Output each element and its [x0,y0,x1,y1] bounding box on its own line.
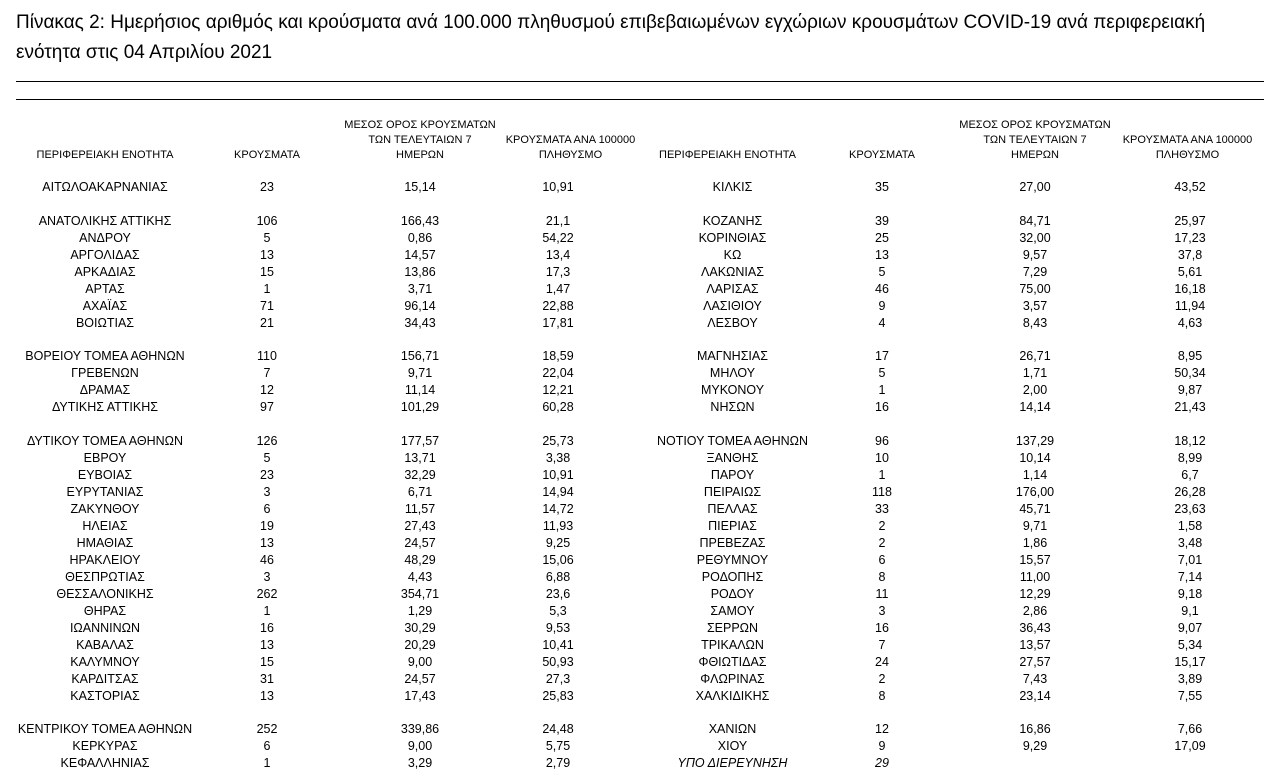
avg7-cell: 16,86 [1019,722,1051,736]
region-cell: ΕΥΡΥΤΑΝΙΑΣ [66,484,144,499]
avg7-cell: 48,29 [404,552,436,567]
table-row [0,298,1280,315]
avg7-cell: 9,71 [1022,518,1048,533]
avg7-cell: 3,29 [407,756,433,770]
region-cell: ΘΗΡΑΣ [83,603,127,618]
avg7-cell: 75,00 [1019,281,1051,296]
header-region-left: ΠΕΡΙΦΕΡΕΙΑΚΗ ΕΝΟΤΗΤΑ [36,149,174,161]
region-cell: ΗΜΑΘΙΑΣ [76,535,134,550]
avg7-cell: 32,00 [1019,230,1051,245]
region-cell: ΚΟΡΙΝΘΙΑΣ [698,230,767,245]
per100k-cell: 4,63 [1177,315,1203,330]
cases-cell: 3 [263,484,271,499]
region-cell: ΜΑΓΝΗΣΙΑΣ [697,349,768,363]
per100k-cell: 16,18 [1174,281,1206,296]
cases-cell: 4 [878,315,886,330]
cases-cell: 262 [256,586,278,601]
cases-cell: 15 [260,264,274,279]
table-row [0,603,1280,620]
region-cell: ΖΑΚΥΝΘΟΥ [70,501,140,516]
per100k-cell: 9,1 [1181,603,1199,618]
avg7-cell: 2,00 [1022,383,1048,397]
avg7-cell: 3,57 [1022,298,1048,313]
per100k-cell: 11,93 [542,518,574,533]
avg7-cell: 354,71 [400,586,440,601]
per100k-cell: 23,63 [1174,501,1206,516]
table-row [0,738,1280,755]
avg7-cell: 11,14 [404,383,436,397]
avg7-cell: 27,43 [404,518,436,533]
avg7-cell: 27,57 [1019,654,1051,669]
per100k-cell: 9,87 [1177,383,1203,397]
per100k-cell: 5,34 [1177,637,1203,652]
cases-cell: 1 [263,603,271,618]
region-cell: ΕΒΡΟΥ [83,450,127,465]
per100k-cell: 10,41 [542,637,574,652]
per100k-cell: 1,58 [1177,518,1203,533]
region-cell: ΔΥΤΙΚΗΣ ΑΤΤΙΚΗΣ [52,400,158,414]
cases-cell: 1 [263,756,271,770]
cases-cell: 71 [260,298,274,313]
cases-cell: 25 [875,230,889,245]
cases-cell: 33 [875,501,889,516]
per100k-cell: 3,48 [1177,535,1203,550]
table-row [0,179,1280,196]
avg7-cell: 27,00 [1019,180,1051,194]
region-cell: ΛΑΣΙΘΙΟΥ [703,298,762,313]
cases-cell: 252 [256,722,278,736]
table-body [0,179,1280,772]
top-rule [16,81,1264,82]
spacer-row [0,332,1280,349]
cases-cell: 96 [875,433,889,448]
per100k-cell: 13,4 [545,247,571,262]
table-row [0,620,1280,637]
region-cell: ΑΡΤΑΣ [85,281,125,296]
table-row [0,399,1280,416]
per100k-cell: 9,07 [1177,620,1203,635]
region-cell: ΡΟΔΟΥ [710,586,755,601]
table-row [0,213,1280,230]
per100k-cell: 1,47 [545,281,571,296]
avg7-cell: 12,29 [1019,586,1051,601]
avg7-cell: 24,57 [404,671,436,686]
cases-cell: 118 [872,484,892,499]
cases-cell: 46 [260,552,274,567]
cases-cell: 31 [260,671,274,686]
per100k-cell: 7,55 [1177,688,1203,703]
per100k-cell: 25,83 [542,688,574,703]
region-cell: ΜΗΛΟΥ [709,366,756,380]
page-title: Πίνακας 2: Ημερήσιος αριθμός και κρούσματα ανά 100.000 πληθυσμού επιβεβαιωμένων εγχώριων κρουσμάτων COVID-19 ανά περιφερειακή ενότητα στις 04 Απριλίου 2021 [16,12,1206,63]
per100k-cell: 9,18 [1177,586,1203,601]
avg7-cell: 6,71 [407,484,433,499]
avg7-cell: 2,86 [1022,603,1048,618]
avg7-cell: 23,14 [1019,688,1051,703]
avg7-cell: 10,14 [1019,450,1051,465]
avg7-cell: 9,29 [1022,739,1048,753]
cases-cell: 15 [260,654,274,669]
header-avg7-left: ΜΕΣΟΣ ΟΡΟΣ ΚΡΟΥΣΜΑΤΩΝ ΤΩΝ ΤΕΛΕΥΤΑΙΩΝ 7 ΗΜΕΡΩΝ [344,119,496,161]
region-cell: ΡΕΘΥΜΝΟΥ [696,552,769,567]
region-cell: ΚΑΛΥΜΝΟΥ [70,654,140,669]
cases-cell: 10 [875,450,889,465]
region-cell: ΓΡΕΒΕΝΩΝ [71,366,139,380]
cases-cell: 11 [875,586,889,601]
table-row [0,281,1280,298]
avg7-cell: 4,43 [407,569,433,584]
cases-cell: 2 [878,671,886,686]
per100k-cell: 12,21 [542,383,574,397]
table-row [0,230,1280,247]
region-cell: ΠΡΕΒΕΖΑΣ [699,535,766,550]
per100k-cell: 17,3 [545,264,571,279]
table-row [0,348,1280,365]
avg7-cell: 9,00 [407,739,433,753]
table-row [0,569,1280,586]
cases-cell: 1 [263,281,271,296]
header-rule [16,99,1264,100]
region-cell: ΚΕΝΤΡΙΚΟΥ ΤΟΜΕΑ ΑΘΗΝΩΝ [17,722,193,736]
avg7-cell: 9,71 [407,366,433,380]
region-cell: ΗΛΕΙΑΣ [82,518,128,533]
region-cell: ΔΥΤΙΚΟΥ ΤΟΜΕΑ ΑΘΗΝΩΝ [26,433,184,448]
region-cell: ΚΕΦΑΛΛΗΝΙΑΣ [60,756,150,770]
avg7-cell: 1,86 [1022,535,1048,550]
avg7-cell: 339,86 [400,722,440,736]
cases-cell: 6 [878,552,886,567]
spacer-row [0,705,1280,722]
table-row [0,654,1280,671]
per100k-cell: 2,79 [545,756,571,770]
avg7-cell: 13,57 [1019,637,1051,652]
region-cell: ΦΛΩΡΙΝΑΣ [700,671,765,686]
table-row [0,552,1280,569]
per100k-cell: 11,94 [1174,298,1206,313]
cases-cell: 5 [878,366,886,380]
table-row [0,467,1280,484]
per100k-cell: 6,7 [1181,467,1199,482]
per100k-cell: 7,01 [1177,552,1203,567]
cases-cell: 29 [875,756,889,770]
table-header [0,117,1280,163]
per100k-cell: 23,6 [545,586,571,601]
avg7-cell: 176,00 [1015,484,1055,499]
cases-cell: 21 [260,315,274,330]
spacer-row [0,416,1280,433]
avg7-cell: 11,57 [404,501,436,516]
header-avg7-right: ΜΕΣΟΣ ΟΡΟΣ ΚΡΟΥΣΜΑΤΩΝ ΤΩΝ ΤΕΛΕΥΤΑΙΩΝ 7 ΗΜΕΡΩΝ [959,119,1111,161]
per100k-cell: 37,8 [1177,247,1203,262]
per100k-cell: 10,91 [542,180,574,194]
per100k-cell: 60,28 [542,400,574,414]
region-cell: ΘΕΣΠΡΩΤΙΑΣ [65,569,145,584]
per100k-cell: 8,95 [1177,349,1203,363]
avg7-cell: 137,29 [1015,433,1055,448]
region-cell: ΑΡΚΑΔΙΑΣ [74,264,136,279]
region-cell: ΙΩΑΝΝΙΝΩΝ [69,620,141,635]
per100k-cell: 17,81 [542,315,574,330]
region-cell: ΞΑΝΘΗΣ [706,450,759,465]
region-cell: ΝΗΣΩΝ [710,400,755,414]
per100k-cell: 21,1 [545,213,571,228]
avg7-cell: 7,43 [1022,671,1048,686]
region-cell: ΧΙΟΥ [717,739,748,753]
cases-cell: 13 [260,535,274,550]
per100k-cell: 24,48 [542,722,574,736]
per100k-cell: 18,12 [1174,433,1206,448]
avg7-cell: 84,71 [1019,213,1051,228]
cases-cell: 13 [260,688,274,703]
cases-cell: 19 [260,518,274,533]
region-cell: ΦΘΙΩΤΙΔΑΣ [698,654,767,669]
region-cell: ΚΑΣΤΟΡΙΑΣ [70,688,140,703]
avg7-cell: 11,00 [1019,569,1051,584]
table-row [0,721,1280,738]
avg7-cell: 14,57 [404,247,436,262]
region-cell: ΕΥΒΟΙΑΣ [77,467,133,482]
cases-cell: 12 [260,383,274,397]
cases-cell: 5 [263,230,271,245]
region-cell: ΑΙΤΩΛΟΑΚΑΡΝΑΝΙΑΣ [42,180,168,194]
cases-cell: 2 [878,535,886,550]
avg7-cell: 8,43 [1022,315,1048,330]
cases-cell: 6 [263,501,271,516]
table-row [0,518,1280,535]
header-cases-right: ΚΡΟΥΣΜΑΤΑ [849,149,915,161]
cases-cell: 23 [260,467,274,482]
cases-cell: 5 [263,450,271,465]
table-row [0,315,1280,332]
avg7-cell: 9,57 [1022,247,1048,262]
per100k-cell: 14,94 [542,484,574,499]
cases-cell: 8 [878,688,886,703]
cases-cell: 39 [875,213,889,228]
region-cell: ΣΕΡΡΩΝ [706,620,759,635]
cases-cell: 1 [878,383,886,397]
header-per100k-right: ΚΡΟΥΣΜΑΤΑ ΑΝΑ 100000 ΠΛΗΘΥΣΜΟ [1122,134,1253,161]
table-row [0,247,1280,264]
region-cell: ΑΝΔΡΟΥ [79,230,131,245]
per100k-cell: 25,73 [542,433,574,448]
avg7-cell: 177,57 [400,433,440,448]
per100k-cell: 7,66 [1177,722,1203,736]
region-cell: ΚΙΛΚΙΣ [712,180,753,194]
region-cell: ΤΡΙΚΑΛΩΝ [701,637,764,652]
region-cell: ΧΑΝΙΩΝ [708,722,757,736]
cases-cell: 46 [875,281,889,296]
region-cell: ΠΑΡΟΥ [710,467,755,482]
avg7-cell: 15,14 [404,180,436,194]
cases-cell: 13 [875,247,889,262]
table-row [0,433,1280,450]
per100k-cell: 5,61 [1177,264,1203,279]
per100k-cell: 17,23 [1174,230,1206,245]
region-cell: ΛΑΡΙΣΑΣ [706,281,759,296]
cases-cell: 23 [260,180,274,194]
per100k-cell: 5,75 [545,739,571,753]
per100k-cell: 50,34 [1174,366,1206,380]
region-cell: ΚΟΖΑΝΗΣ [702,213,763,228]
per100k-cell: 3,38 [545,450,571,465]
region-cell: ΠΕΙΡΑΙΩΣ [703,484,762,499]
table-row [0,755,1280,772]
avg7-cell: 34,43 [404,315,436,330]
cases-cell: 97 [260,400,274,414]
cases-cell: 3 [263,569,271,584]
per100k-cell: 25,97 [1174,213,1206,228]
region-cell: ΡΟΔΟΠΗΣ [701,569,764,584]
table-row [0,264,1280,281]
cases-cell: 2 [878,518,886,533]
avg7-cell: 13,71 [404,450,436,465]
avg7-cell: 45,71 [1019,501,1051,516]
cases-cell: 110 [257,349,277,363]
cases-cell: 6 [263,739,271,753]
per100k-cell: 5,3 [549,603,567,618]
avg7-cell: 166,43 [400,213,440,228]
cases-cell: 24 [875,654,889,669]
avg7-cell: 96,14 [404,298,436,313]
avg7-cell: 17,43 [404,688,436,703]
table-row [0,501,1280,518]
region-cell: ΒΟΙΩΤΙΑΣ [75,315,135,330]
per100k-cell: 6,88 [545,569,571,584]
per100k-cell: 17,09 [1174,739,1206,753]
avg7-cell: 30,29 [404,620,436,635]
per100k-cell: 9,25 [545,535,571,550]
per100k-cell: 18,59 [542,349,574,363]
cases-cell: 16 [875,620,889,635]
table-row [0,637,1280,654]
cases-cell: 12 [875,722,889,736]
avg7-cell: 1,29 [407,603,433,618]
region-cell: ΚΑΒΑΛΑΣ [76,637,134,652]
cases-cell: 16 [875,400,889,414]
region-cell: ΧΑΛΚΙΔΙΚΗΣ [695,688,770,703]
avg7-cell: 36,43 [1019,620,1051,635]
per100k-cell: 8,99 [1177,450,1203,465]
region-cell: ΘΕΣΣΑΛΟΝΙΚΗΣ [56,586,154,601]
per100k-cell: 54,22 [542,230,574,245]
cases-cell: 17 [875,349,889,363]
per100k-cell: 10,91 [542,467,574,482]
avg7-cell: 7,29 [1022,264,1048,279]
region-cell: ΠΙΕΡΙΑΣ [708,518,757,533]
table-row [0,671,1280,688]
region-cell: ΠΕΛΛΑΣ [707,501,758,516]
avg7-cell: 1,71 [1022,366,1048,380]
table-row [0,688,1280,705]
per100k-cell: 27,3 [545,671,571,686]
per100k-cell: 21,43 [1174,400,1206,414]
per100k-cell: 26,28 [1174,484,1206,499]
table-row [0,382,1280,399]
avg7-cell: 13,86 [404,264,436,279]
avg7-cell: 156,71 [400,349,440,363]
avg7-cell: 0,86 [407,230,433,245]
avg7-cell: 32,29 [404,467,436,482]
header-per100k-left: ΚΡΟΥΣΜΑΤΑ ΑΝΑ 100000 ΠΛΗΘΥΣΜΟ [505,134,636,161]
per100k-cell: 9,53 [545,620,571,635]
region-cell: ΚΕΡΚΥΡΑΣ [72,739,138,753]
cases-cell: 35 [875,180,889,194]
cases-cell: 126 [256,433,278,448]
per100k-cell: 22,88 [542,298,574,313]
avg7-cell: 26,71 [1019,349,1051,363]
per100k-cell: 50,93 [542,654,574,669]
region-cell: ΚΩ [723,247,742,262]
table-row [0,535,1280,552]
per100k-cell: 14,72 [542,501,574,516]
cases-cell: 8 [878,569,886,584]
avg7-cell: 101,29 [400,400,440,414]
region-cell: ΗΡΑΚΛΕΙΟΥ [69,552,141,567]
region-cell: ΑΧΑΪΑΣ [82,298,128,313]
cases-cell: 7 [263,366,271,380]
region-cell: ΑΝΑΤΟΛΙΚΗΣ ΑΤΤΙΚΗΣ [38,213,172,228]
header-cases-left: ΚΡΟΥΣΜΑΤΑ [234,149,300,161]
per100k-cell: 3,89 [1177,671,1203,686]
region-cell: ΣΑΜΟΥ [710,603,755,618]
avg7-cell: 24,57 [404,535,436,550]
cases-cell: 5 [878,264,886,279]
table-row [0,586,1280,603]
avg7-cell: 15,57 [1019,552,1051,567]
spacer-row [0,196,1280,213]
per100k-cell: 15,17 [1174,654,1206,669]
cases-cell: 1 [878,467,886,482]
per100k-cell: 15,06 [542,552,574,567]
region-cell: ΛΑΚΩΝΙΑΣ [701,264,764,279]
region-cell: ΑΡΓΟΛΙΔΑΣ [70,247,140,262]
cases-cell: 16 [260,620,274,635]
region-cell: ΚΑΡΔΙΤΣΑΣ [71,671,139,686]
table-row [0,450,1280,467]
avg7-cell: 1,14 [1022,467,1048,482]
avg7-cell: 14,14 [1019,400,1051,414]
header-region-right: ΠΕΡΙΦΕΡΕΙΑΚΗ ΕΝΟΤΗΤΑ [659,149,796,161]
cases-cell: 9 [878,739,886,753]
per100k-cell: 43,52 [1174,180,1206,194]
avg7-cell: 20,29 [404,637,436,652]
cases-cell: 9 [878,298,886,313]
cases-cell: 106 [256,213,278,228]
avg7-cell: 3,71 [407,281,433,296]
region-cell: ΥΠΟ ΔΙΕΡΕΥΝΗΣΗ [677,756,788,770]
cases-cell: 3 [878,603,886,618]
per100k-cell: 22,04 [542,366,574,380]
region-cell: ΒΟΡΕΙΟΥ ΤΟΜΕΑ ΑΘΗΝΩΝ [25,349,185,363]
avg7-cell: 9,00 [407,654,433,669]
region-cell: ΝΟΤΙΟΥ ΤΟΜΕΑ ΑΘΗΝΩΝ [656,433,809,448]
per100k-cell: 7,14 [1177,569,1203,584]
region-cell: ΜΥΚΟΝΟΥ [700,383,765,397]
cases-cell: 13 [260,637,274,652]
region-cell: ΛΕΣΒΟΥ [707,315,758,330]
table-row [0,484,1280,501]
cases-cell: 13 [260,247,274,262]
region-cell: ΔΡΑΜΑΣ [79,383,131,397]
table-row [0,365,1280,382]
cases-cell: 7 [878,637,886,652]
